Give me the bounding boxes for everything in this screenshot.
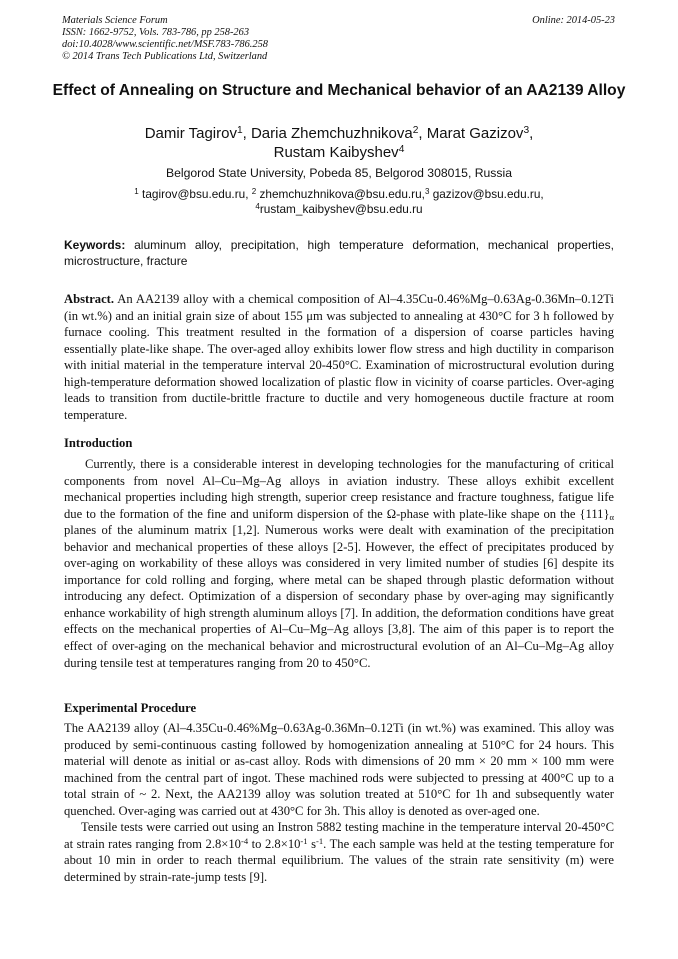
exponent: -4 <box>240 835 249 846</box>
exponent: -1 <box>300 835 308 846</box>
paragraph-text: to 2.8×10 <box>248 836 301 851</box>
issn-line: ISSN: 1662-9752, Vols. 783-786, pp 258-263 <box>62 27 250 38</box>
author-mark: 3 <box>523 125 530 137</box>
email-mark: 1 <box>134 187 139 197</box>
author-list: Damir Tagirov$^1$, Daria Zhemchuzhnikova$^2$, Marat Gazizov$^3$, Rustam Kaibyshev$^4$ <box>144 125 534 161</box>
doi-line: doi:10.4028/www.scientific.net/MSF.783-786.258 <box>62 39 268 50</box>
paragraph-text: planes of the aluminum matrix [1,2]. Numerous works were dealt with examination of the precipitation behavior and mechanical properties of these alloys [2-5]. However, the effect of precipitates produced by over-aging on workability of these alloys was considered in very limited number of studies [6] despite its importance for cold rolling and forging, where metal can be shaped through plastic deformation without introducing any defect. Optimization of a dispersion of secondary phase by over-aging may significantly enhance workability of high strength aluminum alloys [7]. In addition, the deformation conditions have great effects on the mechanical properties of Al–Cu–Mg–Ag alloys [3,8]. The aim of this paper is to report the effect of over-aging on the mechanical behavior and microstructural evolution of an Al–Cu–Mg–Ag alloy during tensile test at temperatures ranging from 20 to 450°C. <box>64 523 614 670</box>
email-mark: 2 <box>251 187 257 197</box>
email-list: $^1$ tagirov@bsu.edu.ru, $^2$ zhemchuzhnikova@bsu.edu.ru,$^3$ gazizov@bsu.edu.ru, $^4$rustam_kaibyshev@bsu.edu.ru <box>134 187 544 216</box>
author-name: Marat Gazizov <box>426 125 524 142</box>
paragraph <box>64 819 614 885</box>
email-address[interactable]: rustam_kaibyshev@bsu.edu.ru <box>259 202 423 216</box>
author-mark: 1 <box>236 125 243 137</box>
section-heading-experimental: Experimental Procedure <box>64 701 197 715</box>
author-mark: 2 <box>412 125 419 137</box>
paragraph-text: s <box>307 836 316 851</box>
email-mark: 4 <box>255 202 260 212</box>
author-mark: 4 <box>398 144 405 156</box>
author-name: Rustam Kaibyshev <box>273 144 399 161</box>
journal-header <box>62 15 615 63</box>
paragraph: The AA2139 alloy (Al–4.35Cu-0.46%Mg–0.63Ag-0.36Mn–0.12Ti (in wt.%) was examined. This alloy was produced by semi-continuous casting followed by homogenization annealing at 510°C for 24 hours. This material will denote as initial or as-cast alloy. Rods with dimensions of 20 mm × 20 mm × 100 mm were machined from the central part of ingot. These machined rods were subjected to pressing at 400°C up to a total strain of ~ 2. Next, the AA2139 alloy was solution treated at 510°C for 1h and subsequently water quenched. Over-aging was carried out at 430°C for 3h. This alloy is denoted as over-aged one. <box>64 721 614 818</box>
email-address[interactable]: tagirov@bsu.edu.ru <box>142 187 246 201</box>
author-name: Daria Zhemchuzhnikova <box>250 125 413 142</box>
experimental-body <box>64 720 614 885</box>
online-date: Online: 2014-05-23 <box>532 15 615 26</box>
journal-name: Materials Science Forum <box>62 15 168 26</box>
abstract <box>64 291 614 423</box>
paper-title: Effect of Annealing on Structure and Mechanical behavior of an AA2139 Alloy <box>52 82 626 99</box>
keywords-label: Keywords: <box>64 238 126 252</box>
paragraph <box>64 456 614 671</box>
keywords-text: aluminum alloy, precipitation, high temperature deformation, mechanical properties, microstructure, fracture <box>64 238 614 268</box>
paragraph-text: Tensile tests were carried out using an Instron 5882 testing machine in the temperature interval 20-450°C at strain rates ranging from 2.8×10 <box>64 820 614 851</box>
abstract-text: An AA2139 alloy with a chemical composition of Al–4.35Cu-0.46%Mg–0.63Ag-0.36Mn–0.12Ti (in wt.%) and an initial grain size of about 155 μm was subjected to annealing at 430°C for 3 h followed by furnace cooling. This treatment resulted in the formation of a dispersion of coarse particles having essentially plate-like shape. The over-aged alloy exhibits lower flow stress and high ductility in comparison with initial material in the temperature interval 20-450°C. Examination of microstructural evolution during high-temperature deformation showed localization of plastic flow in vicinity of coarse particles. Over-aging leads to transition from ductile-brittle fracture to ductile and very homogeneous ductile fracture at room temperature. <box>64 292 614 422</box>
section-heading-introduction: Introduction <box>64 436 133 450</box>
email-address[interactable]: gazizov@bsu.edu.ru <box>432 187 541 201</box>
email-mark: 3 <box>424 187 430 197</box>
paragraph-text: Currently, there is a considerable interest in developing technologies for the manufacturing of critical components from novel Al–Cu–Mg–Ag alloys in aviation industry. These alloys exhibit excellent mechanical properties including high strength, superior creep resistance and fracture toughness, fatigue life due to the formation of the fine and uniform dispersion of the Ω-phase with plate-like shape on the {111} <box>64 457 614 521</box>
affiliation: Belgorod State University, Pobeda 85, Belgorod 308015, Russia <box>166 166 512 180</box>
abstract-label: Abstract. <box>64 292 115 306</box>
exponent: -1 <box>316 835 324 846</box>
keywords <box>64 237 614 269</box>
email-address[interactable]: zhemchuzhnikova@bsu.edu.ru <box>259 187 422 201</box>
paragraph-text: . The each sample was held at the testing temperature for about 10 min in order to reach thermal equilibrium. The values of the strain rate sensitivity (m) were determined by strain-rate-jump tests [9]. <box>64 836 614 884</box>
author-name: Damir Tagirov <box>144 125 237 142</box>
introduction-body <box>64 456 614 671</box>
copyright-line: © 2014 Trans Tech Publications Ltd, Switzerland <box>62 51 268 62</box>
subscript: α <box>609 511 614 522</box>
